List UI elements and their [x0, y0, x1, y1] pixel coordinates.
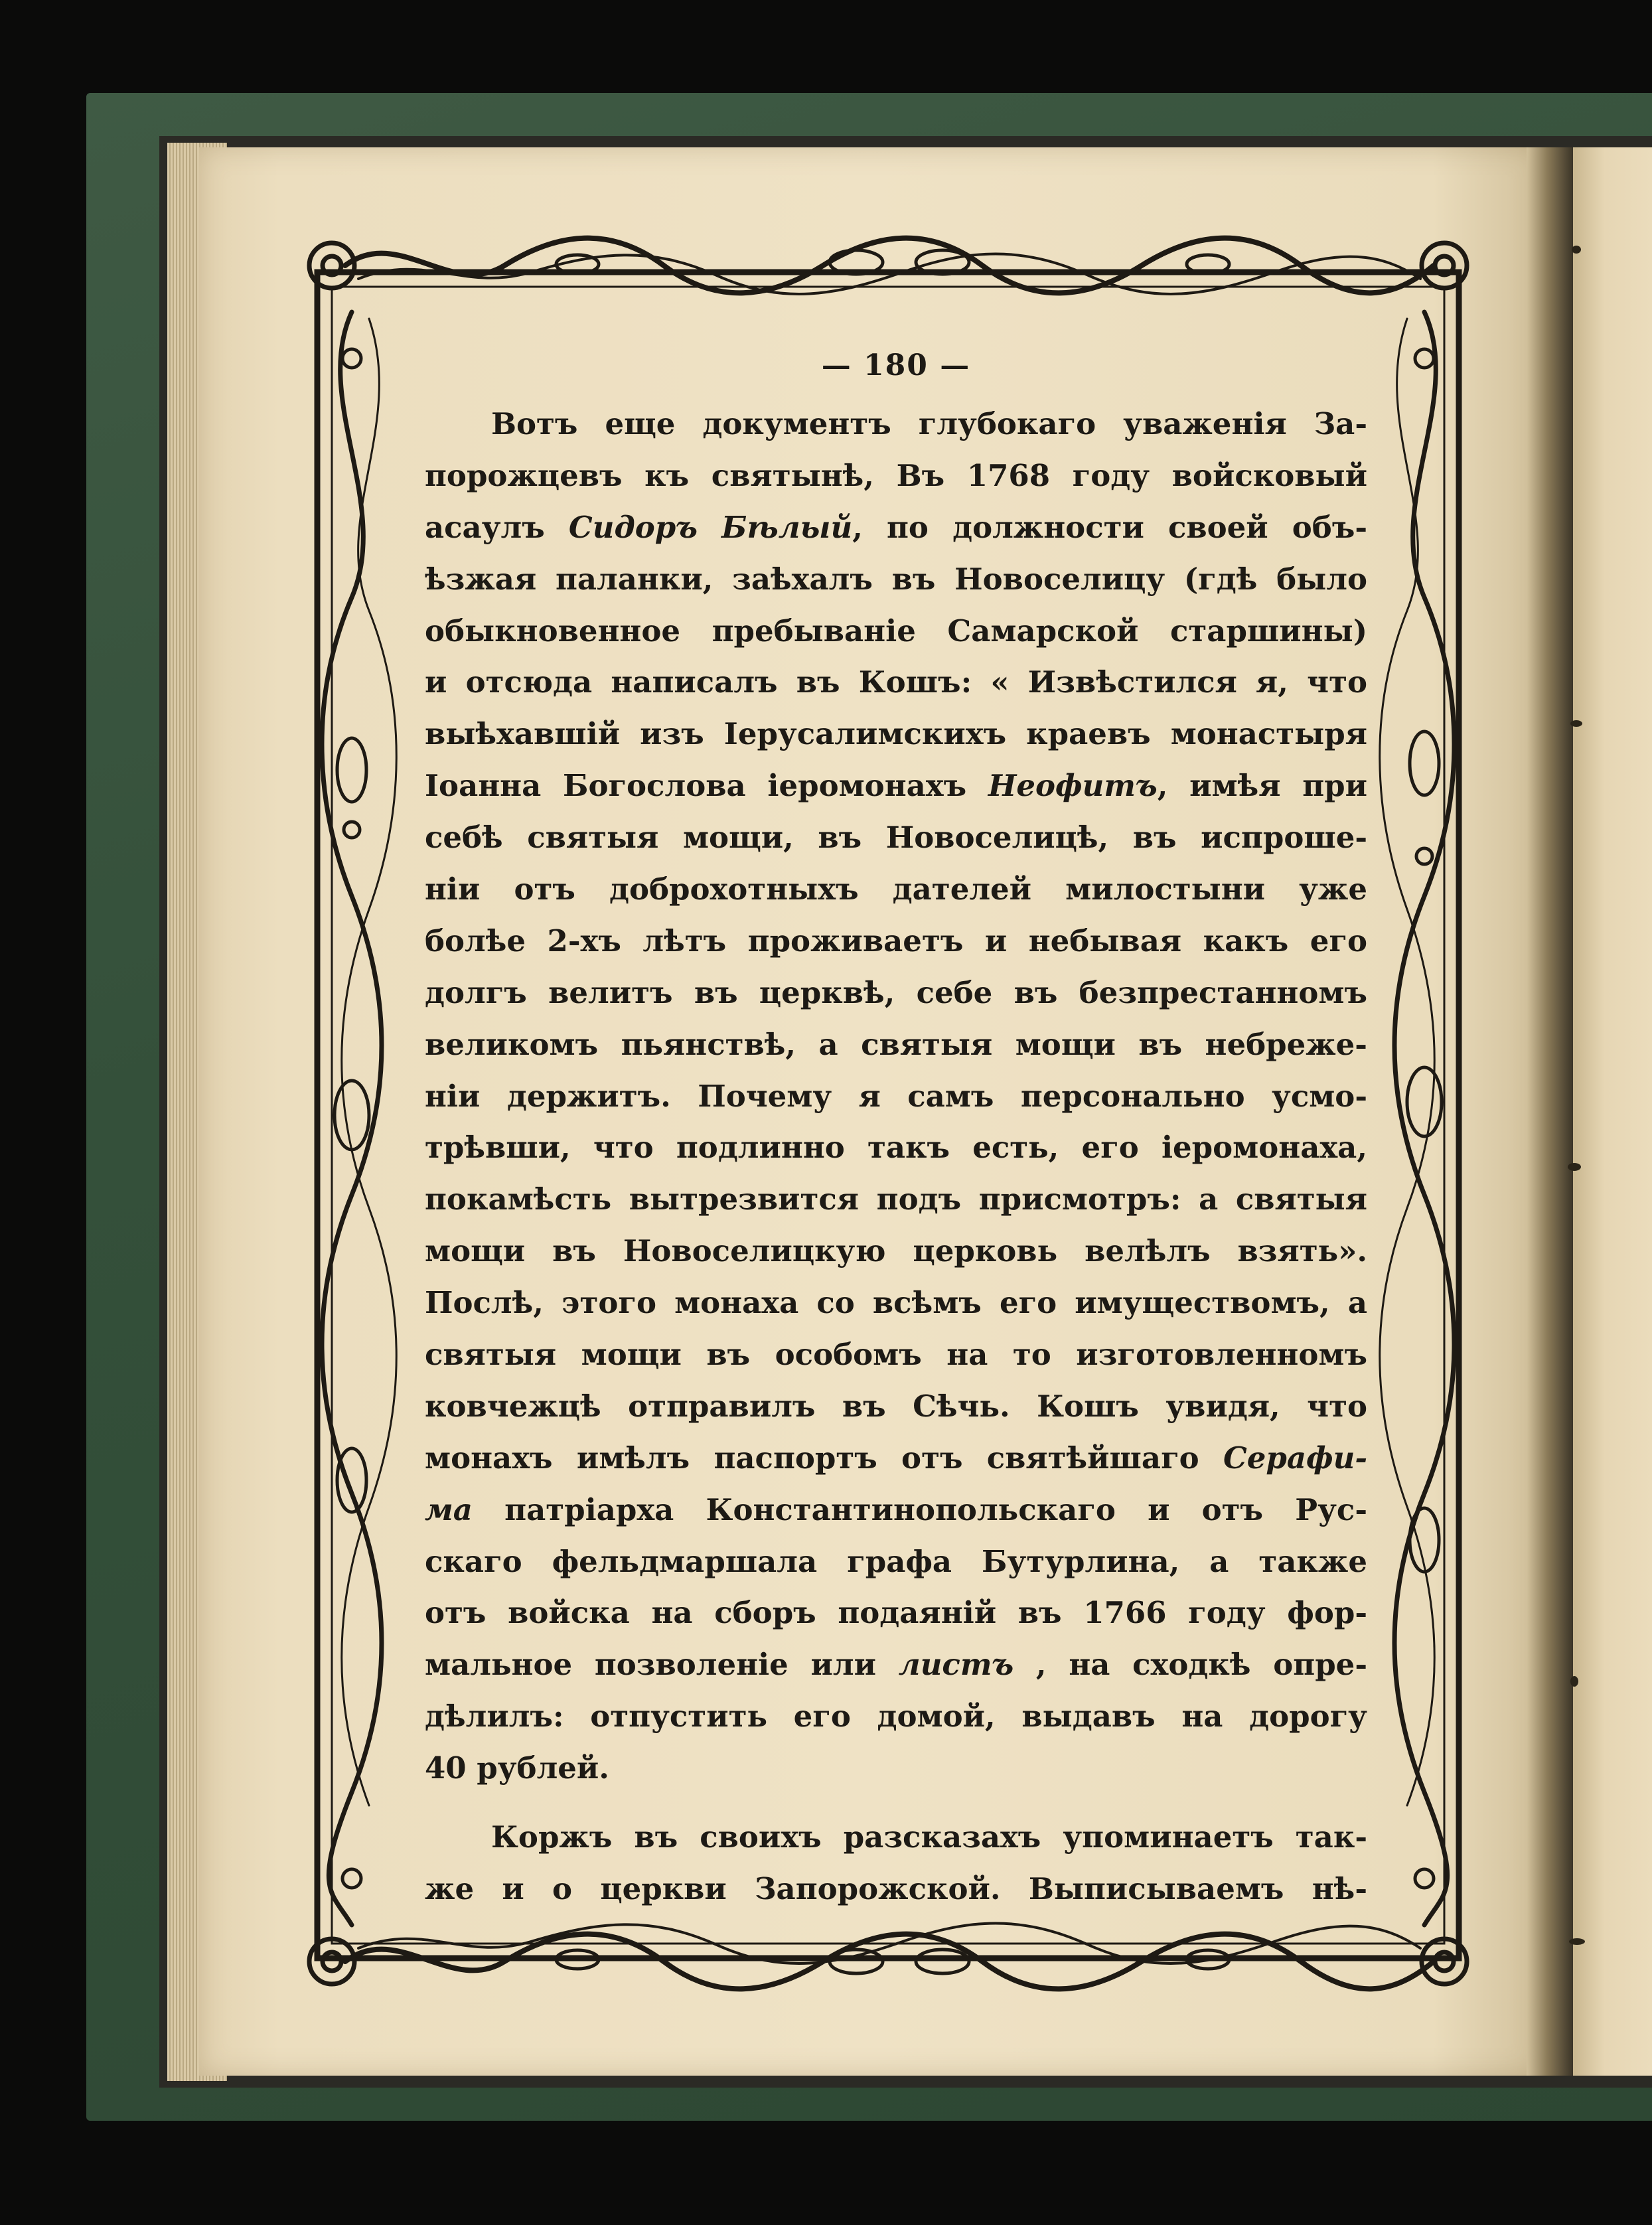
text-run: , по должности своей объ- — [852, 509, 1368, 545]
text-line — [425, 398, 1367, 450]
text-line — [425, 1225, 1367, 1277]
text-run: трѣвши, что подлинно такъ есть, его іеромонаха, — [425, 1130, 1367, 1166]
text-run: выѣхавшій изъ Іерусалимскихъ краевъ монастыря — [425, 716, 1367, 752]
text-run: и отсюда написалъ въ Кошъ: « Извѣстился я, что — [425, 664, 1367, 700]
text-run: Іоанна Богослова іеромонахъ — [425, 768, 988, 804]
text-line — [425, 812, 1367, 864]
italic-name: ма — [425, 1492, 473, 1527]
text-run: скаго фельдмаршала графа Бутурлина, а также — [425, 1543, 1367, 1579]
text-line — [425, 1329, 1367, 1381]
text-run: же и о церкви Запорожской. Выписываемъ нѣ- — [425, 1871, 1367, 1906]
text-line — [425, 1587, 1367, 1639]
text-run: 40 рублей. — [425, 1750, 609, 1786]
text-run: великомъ пьянствѣ, а святыя мощи въ небреже- — [425, 1026, 1367, 1062]
paragraph-gap — [425, 1794, 1367, 1811]
text-line — [425, 1863, 1367, 1915]
text-line — [425, 760, 1367, 812]
italic-name: Сидоръ Бѣлый — [568, 509, 853, 545]
text-line — [425, 1071, 1367, 1122]
text-run: Коржъ въ своихъ разсказахъ упоминаетъ так- — [491, 1819, 1367, 1855]
text-line — [425, 605, 1367, 657]
text-run: Вотъ еще документъ глубокаго уваженія За- — [491, 406, 1367, 441]
text-run: ѣзжая паланки, заѣхалъ въ Новоселицу (гдѣ было — [425, 561, 1367, 597]
text-run: покамѣсть вытрезвится подъ присмотръ: а святыя — [425, 1182, 1367, 1217]
text-run: долгъ велитъ въ церквѣ, себе въ безпрестанномъ — [425, 974, 1367, 1010]
italic-name: листъ — [898, 1647, 1014, 1683]
page-number: — 180 — — [821, 348, 971, 382]
text-run: обыкновенное пребываніе Самарской старшины) — [425, 613, 1367, 649]
text-run: отъ войска на сборъ подаяній въ 1766 году фор- — [425, 1595, 1367, 1631]
text-line — [425, 864, 1367, 915]
text-run: , имѣя при — [1157, 768, 1367, 804]
text-line — [425, 1019, 1367, 1071]
text-run: порожцевъ къ святынѣ, Въ 1768 году войсковый — [425, 457, 1367, 493]
text-run: святыя мощи въ особомъ на то изготовленномъ — [425, 1337, 1367, 1373]
text-line — [425, 967, 1367, 1019]
text-line — [425, 1742, 1367, 1794]
text-run: асаулъ — [425, 509, 569, 545]
text-line — [425, 1536, 1367, 1588]
italic-name: Неофитъ — [988, 768, 1158, 804]
text-run: монахъ имѣлъ паспортъ отъ святѣйшаго — [425, 1440, 1223, 1476]
text-line — [425, 1691, 1367, 1742]
text-line — [425, 1484, 1367, 1536]
text-line — [425, 656, 1367, 708]
text-run: мальное позволеніе или — [425, 1647, 899, 1683]
text-line — [425, 1381, 1367, 1432]
text-line — [425, 1174, 1367, 1225]
text-run: Послѣ, этого монаха со всѣмъ его имуществомъ, а — [425, 1285, 1367, 1321]
text-run: , на сходкѣ опре- — [1014, 1647, 1367, 1683]
text-run: патріарха Константинопольскаго и отъ Рус- — [472, 1492, 1367, 1527]
text-line — [425, 1639, 1367, 1691]
text-run: ніи держитъ. Почему я самъ персонально усмо- — [425, 1078, 1367, 1114]
italic-name: Серафи- — [1223, 1440, 1367, 1476]
text-line — [425, 1122, 1367, 1174]
text-line — [425, 450, 1367, 502]
text-run: себѣ святыя мощи, въ Новоселицѣ, въ испроше- — [425, 820, 1367, 856]
text-line — [425, 1432, 1367, 1484]
text-run: болѣе 2-хъ лѣтъ проживаетъ и небывая какъ его — [425, 923, 1367, 959]
text-line — [425, 502, 1367, 554]
text-run: ніи отъ доброхотныхъ дателей милостыни уже — [425, 872, 1367, 907]
text-line — [425, 1277, 1367, 1329]
page-text — [425, 398, 1367, 1915]
text-line — [425, 708, 1367, 760]
text-line — [425, 554, 1367, 605]
text-run: мощи въ Новоселицкую церковь велѣлъ взять». — [425, 1233, 1367, 1269]
text-run: дѣлилъ: отпустить его домой, выдавъ на дорогу — [425, 1699, 1367, 1734]
text-line — [425, 1811, 1367, 1863]
text-line — [425, 915, 1367, 967]
text-run: ковчежцѣ отправилъ въ Сѣчь. Кошъ увидя, что — [425, 1388, 1367, 1424]
